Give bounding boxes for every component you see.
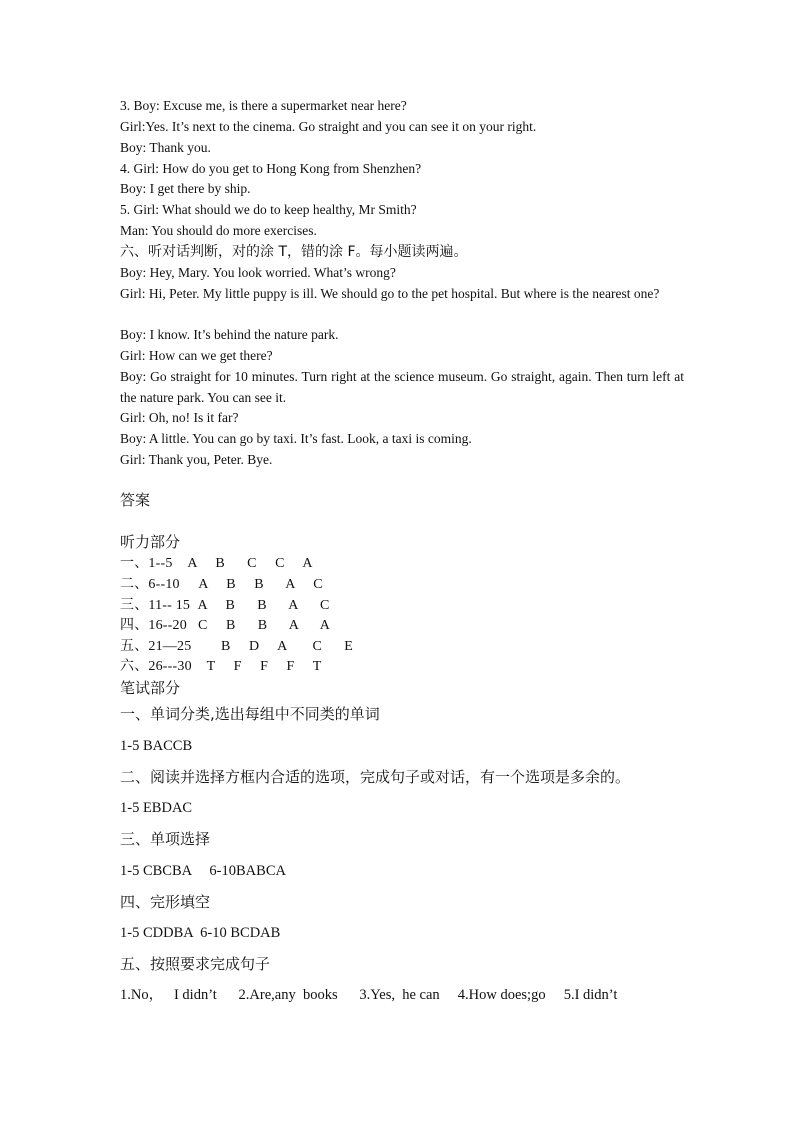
- dialogue-line: Boy: A little. You can go by taxi. It’s fast. Look, a taxi is coming.: [120, 431, 472, 446]
- dialogue-line: Man: You should do more exercises.: [120, 223, 317, 238]
- written-section-answer: 1-5 BACCB: [120, 738, 193, 754]
- listening-answer: 四、16--20 C B B A A: [120, 618, 331, 633]
- listening-answer: 五、21—25 B D A C E: [120, 639, 354, 654]
- dialogue-line: 4. Girl: How do you get to Hong Kong from Shenzhen?: [120, 161, 422, 176]
- written-section-answer: 1-5 CBCBA 6-10BABCA: [120, 863, 286, 879]
- dialogue-line: Boy: I know. It’s behind the nature park.: [120, 327, 339, 342]
- dialogue-line: Boy: Thank you.: [120, 140, 211, 155]
- dialogue-line: Boy: Hey, Mary. You look worried. What’s wrong?: [120, 265, 396, 280]
- written-heading: 笔试部分: [120, 679, 181, 697]
- dialogue-line: Girl: Hi, Peter. My little puppy is ill. We should go to the pet hospital. But where is the nearest one?: [120, 286, 660, 301]
- dialogue-line: Girl: Oh, no! Is it far?: [120, 410, 239, 425]
- listening-answer: 六、26---30 T F F F T: [120, 659, 322, 674]
- written-section-title: 二、阅读并选择方框内合适的选项，完成句子或对话，有一个选项是多余的。: [120, 768, 631, 786]
- written-section-answer: 1-5 EBDAC: [120, 800, 193, 816]
- dialogue-line: 3. Boy: Excuse me, is there a supermarket near here?: [120, 98, 407, 113]
- dialogue-line: Boy: Go straight for 10 minutes. Turn right at the science museum. Go straight, again. Then turn left at the nature park. You can see it.: [120, 369, 684, 405]
- written-section-answer: 1-5 CDDBA 6-10 BCDAB: [120, 925, 281, 941]
- dialogue-line: Girl: How can we get there?: [120, 348, 273, 363]
- section6-title: 六、听对话判断，对的涂 T，错的涂 F。每小题读两遍。: [120, 244, 468, 260]
- written-section-title: 四、完形填空: [120, 893, 211, 911]
- written-section-title: 三、单项选择: [120, 830, 211, 848]
- dialogue-line: 5. Girl: What should we do to keep healthy, Mr Smith?: [120, 202, 417, 217]
- dialogue-line: Girl: Thank you, Peter. Bye.: [120, 452, 273, 467]
- written-section-answer: 1.No， I didn’t 2.Are,any books 3.Yes, he can 4.How does;go 5.I didn’t: [120, 987, 618, 1003]
- dialogue-line: Boy: I get there by ship.: [120, 181, 251, 196]
- written-section-title: 五、按照要求完成句子: [120, 955, 271, 973]
- dialogue-line: Girl:Yes. It’s next to the cinema. Go straight and you can see it on your right.: [120, 119, 537, 134]
- listening-answer: 一、1--5 A B C C A: [120, 556, 313, 571]
- answers-heading: 答案: [120, 491, 151, 509]
- listening-answer: 二、6--10 A B B A C: [120, 577, 323, 592]
- written-section-title: 一、单词分类,选出每组中不同类的单词: [120, 705, 380, 723]
- listening-heading: 听力部分: [120, 533, 181, 551]
- listening-answer: 三、11-- 15 A B B A C: [120, 598, 330, 613]
